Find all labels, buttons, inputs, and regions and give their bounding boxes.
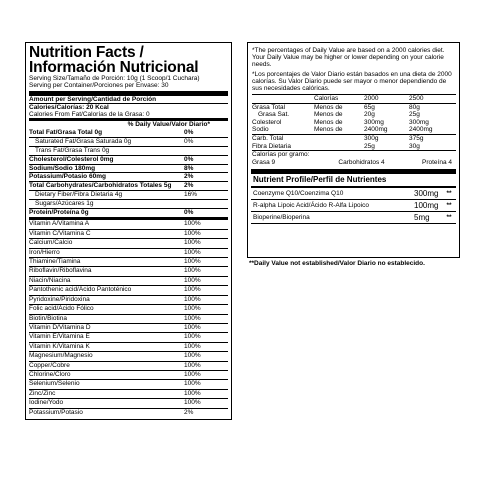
profile-name: Coenzyme Q10/Coenzima Q10 [253, 190, 344, 198]
dv-table-cell: Fibra Dietaria [252, 142, 292, 150]
nutrient-row [29, 146, 228, 155]
calories: Calories/Calorías: 20 Kcal [29, 103, 109, 111]
nutrient-name: Protein/Proteína 0g [29, 208, 89, 216]
vitamin-dv: 100% [184, 229, 201, 237]
vitamin-dv: 100% [184, 323, 201, 331]
vitamin-row [29, 408, 228, 417]
vitamin-dv: 100% [184, 295, 201, 303]
vitamin-name: Thiamine/Tiamina [29, 258, 81, 266]
vitamin-row [29, 379, 228, 388]
serving-size: Serving Size/Tamaño de Porción: 10g (1 Scoop/1 Cuchara) [29, 75, 200, 82]
dv-table-cell: 25g [409, 111, 420, 119]
vitamin-dv: 100% [184, 314, 201, 322]
vitamin-list [29, 220, 228, 417]
vitamin-row [29, 276, 228, 285]
carb-cal-per-gram: Carbohidratos 4 [338, 158, 385, 166]
dv-table-cell: Menos de [314, 126, 343, 134]
dv-table-cell: 25g [364, 142, 375, 150]
vitamin-dv: 100% [184, 389, 201, 397]
vitamin-row [29, 389, 228, 398]
vitamin-dv: 100% [184, 239, 201, 247]
nutrient-name: Trans Fat/Grasa Trans 0g [35, 147, 110, 155]
vitamin-dv: 100% [184, 370, 201, 378]
vitamin-dv: 100% [184, 286, 201, 294]
vitamin-dv: 100% [184, 258, 201, 266]
nutrient-profile-title: Nutrient Profile/Perfil de Nutrientes [251, 174, 456, 188]
vitamin-row [29, 370, 228, 379]
profile-mark: ** [446, 202, 452, 210]
nutrient-dv: 0% [184, 138, 194, 146]
nutrient-dv: 0% [184, 208, 194, 216]
profile-amount: 5mg [414, 213, 430, 223]
nutrient-dv: 2% [184, 182, 194, 190]
vitamin-row [29, 332, 228, 341]
nutrient-name: Total Carbohydrates/Carbohidratos Totales 5g [29, 182, 172, 190]
protein-cal-per-gram: Proteína 4 [422, 158, 452, 166]
dv-table-cell: 375g [409, 134, 456, 142]
nutrient-row [29, 137, 228, 146]
nutrient-list [29, 129, 228, 216]
vitamin-dv: 100% [184, 333, 201, 341]
nutrient-row [29, 172, 228, 181]
vitamin-dv: 100% [184, 380, 201, 388]
vitamin-name: Selenium/Selenio [29, 380, 80, 388]
vitamin-name: Potassium/Potasio [29, 408, 83, 416]
profile-amount: 100mg [414, 201, 439, 211]
vitamin-name: Iodine/Yodo [29, 399, 64, 407]
vitamin-dv: 100% [184, 220, 201, 228]
dv-table-row [252, 103, 456, 111]
profile-row [251, 212, 456, 224]
nutrient-dv: 0% [184, 155, 194, 163]
profile-row [251, 188, 456, 200]
vitamin-row [29, 266, 228, 275]
vitamin-row [29, 314, 228, 323]
vitamin-name: Riboflavin/Riboflavina [29, 267, 92, 275]
vitamin-row [29, 220, 228, 228]
nutrient-name: Total Fat/Grasa Total 0g [29, 129, 103, 137]
nutrient-dv: 16% [184, 191, 198, 199]
dv-note-english: *The percentages of Daily Value are based on a 2000 calories diet. Your Daily Value may be higher or lower depending on your calorie needs. [252, 47, 445, 68]
nutrient-row [29, 190, 228, 199]
vitamin-row [29, 323, 228, 332]
profile-name: Bioperine/Bioperina [253, 214, 310, 222]
dv-table-row [252, 111, 456, 119]
label-title-line2: Información Nutricional [29, 59, 199, 76]
vitamin-name: Iron/Hierro [29, 248, 60, 256]
dv-table-cell: Sodio [252, 126, 269, 134]
dv-table-cell: 20g [364, 111, 375, 119]
profile-mark: ** [446, 214, 452, 222]
nutrient-name: Dietary Fiber/Fibra Dietaria 4g [35, 191, 123, 199]
vitamin-dv: 2% [184, 408, 194, 416]
label-title-line1: Nutrition Facts / [29, 44, 144, 61]
vitamin-name: Vitamin E/Vitamina E [29, 333, 90, 341]
daily-value-header: % Daily Value/Valor Diario* [29, 120, 228, 129]
dv-table-cell: Carb. Total [252, 134, 314, 142]
dv-table-cell: Colesterol [252, 118, 282, 126]
vitamin-dv: 100% [184, 342, 201, 350]
nutrition-facts-label [25, 42, 232, 420]
nutrient-name: Cholesterol/Colesterol 0mg [29, 155, 114, 163]
calories-per-gram-label: Calorías por gramo: [252, 151, 456, 159]
vitamin-row [29, 285, 228, 294]
vitamin-row [29, 342, 228, 351]
dv-table-cell [314, 134, 364, 142]
vitamin-name: Chlorine/Cloro [29, 370, 71, 378]
nutrient-row [29, 181, 228, 190]
dv-table-cell: 80g [409, 103, 456, 111]
vitamin-name: Vitamin A/Vitamina A [29, 220, 90, 228]
dv-table-cell: Grasa Sat. [258, 111, 290, 119]
dv-note-spanish: *Los porcentajes de Valor Diario están basados en una dieta de 2000 calorías. Su Valor Diario puede ser mayor o menor dependiendo de sus necesidades calóricas. [252, 71, 452, 92]
vitamin-name: Zinc/Zinc [29, 389, 56, 397]
vitamin-row [29, 398, 228, 407]
daily-value-panel [247, 42, 460, 258]
nutrient-row [29, 208, 228, 217]
vitamin-dv: 100% [184, 267, 201, 275]
dv-reference-table [252, 94, 456, 166]
nutrient-dv [184, 200, 228, 208]
dv-table-cell: 65g [364, 103, 409, 111]
dv-table-cell: 30g [409, 142, 420, 150]
dv-table-row [252, 119, 456, 127]
vitamin-row [29, 361, 228, 370]
dv-table-cell: Grasa Total [252, 103, 314, 111]
nutrient-name: Sugars/Azúcares 1g [35, 199, 94, 207]
profile-row [251, 200, 456, 212]
servings-per-container: Serving per Container/Porciones per Envase: 30 [29, 82, 169, 90]
nutrient-row [29, 129, 228, 137]
dv-table-cell: 2400mg [409, 126, 433, 134]
footnote: **Daily Value not established/Valor Diario no establecido. [249, 260, 425, 267]
fat-cal-per-gram: Grasa 9 [252, 158, 276, 166]
profile-name: R-alpha Lipoic Acid/Ácido R-Alfa Lipoico [253, 202, 369, 210]
vitamin-dv: 100% [184, 276, 201, 284]
vitamin-name: Calcium/Calcio [29, 239, 73, 247]
vitamin-name: Vitamin D/Vitamina D [29, 323, 91, 331]
dv-table-row [252, 143, 456, 151]
nutrient-profile [251, 169, 456, 224]
dv-table-header: 2500 [409, 95, 456, 104]
dv-table-row [252, 126, 456, 134]
nutrient-row [29, 164, 228, 173]
profile-amount: 300mg [414, 189, 439, 199]
vitamin-row [29, 257, 228, 266]
profile-mark: ** [446, 190, 452, 198]
vitamin-row [29, 295, 228, 304]
nutrient-name: Potassium/Potasio 60mg [29, 173, 106, 181]
dv-table-cell: 2400mg [364, 126, 388, 134]
vitamin-name: Copper/Cobre [29, 361, 70, 369]
amount-per-serving: Amount per Serving/Cantidad de Porción [29, 95, 157, 103]
vitamin-row [29, 304, 228, 313]
nutrient-name: Saturated Fat/Grasa Saturada 0g [35, 138, 132, 146]
dv-table-cell: Menos de [314, 118, 343, 126]
vitamin-name: Niacin/Niacina [29, 276, 71, 284]
dv-table-cell: Menos de [314, 111, 343, 119]
vitamin-row [29, 229, 228, 238]
vitamin-row [29, 248, 228, 257]
dv-table-cell: 300g [364, 134, 409, 142]
vitamin-dv: 100% [184, 305, 201, 313]
dv-table-cell: 300mg [409, 118, 429, 126]
vitamin-name: Pyridoxine/Piridoxina [29, 295, 90, 303]
vitamin-name: Biotin/Biotina [29, 314, 67, 322]
dv-table-row [252, 134, 456, 142]
vitamin-name: Vitamin C/Vitamina C [29, 229, 91, 237]
nutrient-dv: 2% [184, 173, 194, 181]
dv-table-cell: Menos de [314, 103, 364, 111]
nutrient-dv [184, 147, 228, 155]
vitamin-row [29, 238, 228, 247]
vitamin-name: Vitamin K/Vitamina K [29, 342, 90, 350]
dv-table-header: Calorías [314, 95, 364, 104]
calories-from-fat: Calories From Fat/Calorías de la Grasa: 0 [29, 111, 150, 119]
nutrient-dv: 8% [184, 164, 194, 172]
vitamin-name: Folic acid/Ácido Fólico [29, 305, 94, 313]
nutrient-dv: 0% [184, 129, 194, 137]
vitamin-dv: 100% [184, 352, 201, 360]
vitamin-dv: 100% [184, 361, 201, 369]
vitamin-name: Magnesium/Magnesio [29, 352, 93, 360]
vitamin-dv: 100% [184, 248, 201, 256]
vitamin-row [29, 351, 228, 360]
vitamin-name: Pantothenic acid/Ácido Pantoténico [29, 286, 132, 294]
dv-table-cell [314, 143, 364, 151]
nutrient-name: Sodium/Sodio 180mg [29, 164, 96, 172]
nutrient-row [29, 199, 228, 208]
dv-table-header: 2000 [364, 95, 409, 104]
vitamin-dv: 100% [184, 399, 201, 407]
dv-table-cell: 300mg [364, 118, 384, 126]
nutrient-row [29, 155, 228, 164]
